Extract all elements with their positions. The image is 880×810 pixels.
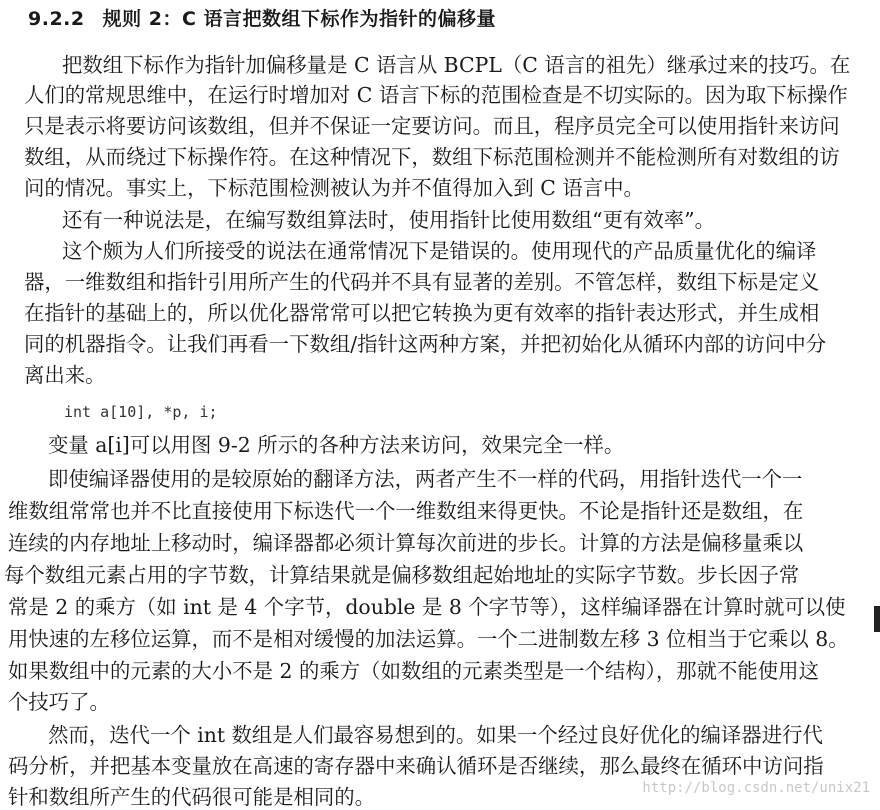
section-number: 9.2.2 <box>28 8 85 30</box>
paragraph-5-line-1: 即使编译器使用的是较原始的翻译方法，两者产生不一样的代码，用指针迭代一个一 <box>48 467 803 491</box>
code-snippet: int a[10], *p, i; <box>64 403 218 421</box>
paragraph-5-line-6: 用快速的左移位运算，而不是相对缓慢的加法运算。一个二进制数左移 3 位相当于它乘以 8。 <box>8 627 849 651</box>
paragraph-6-line-2: 码分析，并把基本变量放在高速的寄存器中来确认循环是否继续，那么最终在循环中访问指 <box>8 754 824 778</box>
paragraph-5-line-5: 常是 2 的乘方（如 int 是 4 个字节，double 是 8 个字节等），这样编译器在计算时就可以使 <box>8 595 846 619</box>
paragraph-1-line-1: 把数组下标作为指针加偏移量是 C 语言从 BCPL（C 语言的祖先）继承过来的技巧。在 <box>62 53 851 77</box>
watermark: http://blog.csdn.net/unix21 <box>642 780 870 796</box>
paragraph-2-line-1: 还有一种说法是，在编写数组算法时，使用指针比使用数组“更有效率”。 <box>62 208 715 232</box>
paragraph-3-line-1: 这个颇为人们所接受的说法在通常情况下是错误的。使用现代的产品质量优化的编译 <box>62 239 817 263</box>
paragraph-5-line-2: 维数组常常也并不比直接使用下标迭代一个一维数组来得更快。不论是指针还是数组，在 <box>8 499 804 523</box>
paragraph-4-line-1: 变量 a[i]可以用图 9-2 所示的各种方法来访问，效果完全一样。 <box>48 433 625 457</box>
page-edge-marker <box>874 606 880 632</box>
section-heading <box>28 4 496 31</box>
paragraph-3-line-4: 同的机器指令。让我们再看一下数组/指针这两种方案，并把初始化从循环内部的访问中分 <box>24 332 827 356</box>
paragraph-6-line-1: 然而，迭代一个 int 数组是人们最容易想到的。如果一个经过良好优化的编译器进行代 <box>48 723 823 747</box>
paragraph-3-line-2: 器，一维数组和指针引用所产生的代码并不具有显著的差别。不管怎样，数组下标是定义 <box>24 270 820 294</box>
paragraph-5-line-8: 个技巧了。 <box>8 690 110 714</box>
paragraph-1-line-4: 数组，从而绕过下标操作符。在这种情况下，数组下标范围检测并不能检测所有对数组的访 <box>24 145 840 169</box>
paragraph-5-line-7: 如果数组中的元素的大小不是 2 的乘方（如数组的元素类型是一个结构），那就不能使用这 <box>8 659 819 683</box>
paragraph-1-line-3: 只是表示将要访问该数组，但并不保证一定要访问。而且，程序员完全可以使用指针来访问 <box>24 114 840 138</box>
paragraph-1-line-2: 人们的常规思维中，在运行时增加对 C 语言下标的范围检查是不切实际的。因为取下标操作 <box>24 83 848 107</box>
paragraph-5-line-3: 连续的内存地址上移动时，编译器都必须计算每次前进的步长。计算的方法是偏移量乘以 <box>8 531 804 555</box>
paragraph-5-line-4: 每个数组元素占用的字节数，计算结果就是偏移数组起始地址的实际字节数。步长因子常 <box>4 563 800 587</box>
paragraph-3-line-3: 在指针的基础上的，所以优化器常常可以把它转换为更有效率的指针表达形式，并生成相 <box>24 301 820 325</box>
paragraph-1-line-5: 问的情况。事实上，下标范围检测被认为并不值得加入到 C 语言中。 <box>24 176 644 200</box>
paragraph-3-line-5: 离出来。 <box>24 363 106 387</box>
section-title: 规则 2：C 语言把数组下标作为指针的偏移量 <box>102 8 497 30</box>
paragraph-6-line-3: 针和数组所产生的代码很可能是相同的。 <box>8 785 376 809</box>
